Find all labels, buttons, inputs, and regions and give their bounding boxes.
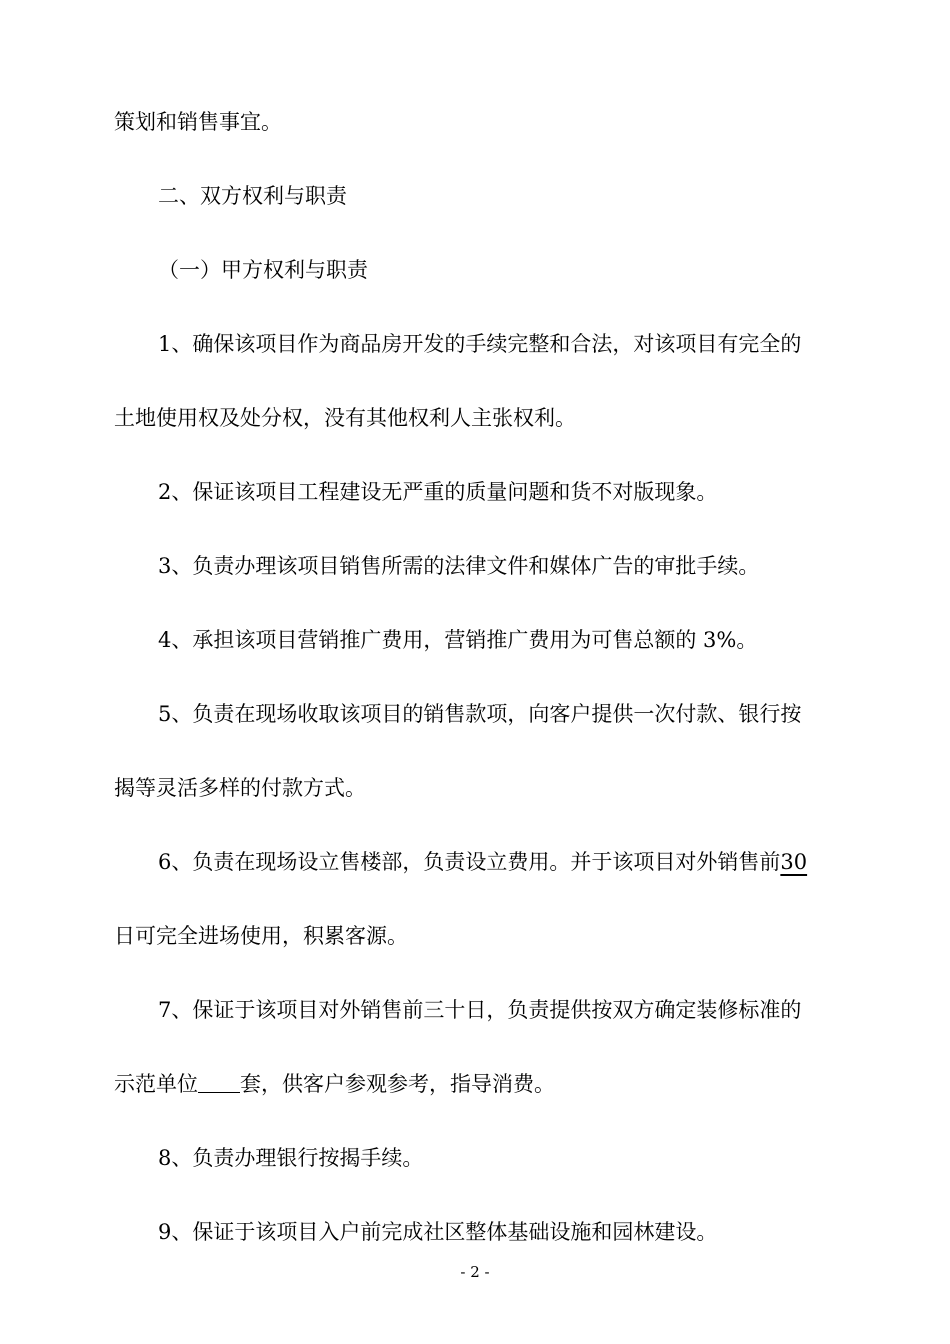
clause-2: 2、保证该项目工程建设无严重的质量问题和货不对版现象。 bbox=[158, 480, 718, 504]
days-underlined-value: 30 bbox=[780, 850, 808, 874]
clause-3: 3、负责办理该项目销售所需的法律文件和媒体广告的审批手续。 bbox=[158, 554, 760, 578]
clause-5-line-1: 5、负责在现场收取该项目的销售款项，向客户提供一次付款、银行按 bbox=[158, 702, 802, 726]
clause-7-text-before: 示范单位 bbox=[114, 1072, 198, 1096]
subsection-heading: （一）甲方权利与职责 bbox=[158, 258, 368, 282]
clause-4: 4、承担该项目营销推广费用，营销推广费用为可售总额的 3%。 bbox=[158, 628, 758, 652]
clause-1-line-2: 土地使用权及处分权，没有其他权利人主张权利。 bbox=[114, 406, 576, 430]
clause-5-line-2: 揭等灵活多样的付款方式。 bbox=[114, 776, 366, 800]
clause-6-text: 6、负责在现场设立售楼部，负责设立费用。并于该项目对外销售前 bbox=[158, 850, 781, 874]
page-number: - 2 - bbox=[460, 1263, 490, 1281]
fill-in-blank bbox=[198, 1070, 240, 1093]
paragraph-continuation: 策划和销售事宜。 bbox=[114, 110, 282, 134]
clause-7-text-after: 套，供客户参观参考，指导消费。 bbox=[240, 1072, 555, 1096]
clause-8: 8、负责办理银行按揭手续。 bbox=[158, 1146, 424, 1170]
clause-9: 9、保证于该项目入户前完成社区整体基础设施和园林建设。 bbox=[158, 1220, 718, 1244]
section-heading: 二、双方权利与职责 bbox=[158, 184, 347, 208]
clause-1-line-1: 1、确保该项目作为商品房开发的手续完整和合法，对该项目有完全的 bbox=[158, 332, 802, 356]
clause-7-line-1: 7、保证于该项目对外销售前三十日，负责提供按双方确定装修标准的 bbox=[158, 998, 802, 1022]
clause-6-line-1 bbox=[158, 848, 834, 876]
clause-6-line-2: 日可完全进场使用，积累客源。 bbox=[114, 924, 408, 948]
clause-7-line-2 bbox=[114, 1070, 834, 1098]
